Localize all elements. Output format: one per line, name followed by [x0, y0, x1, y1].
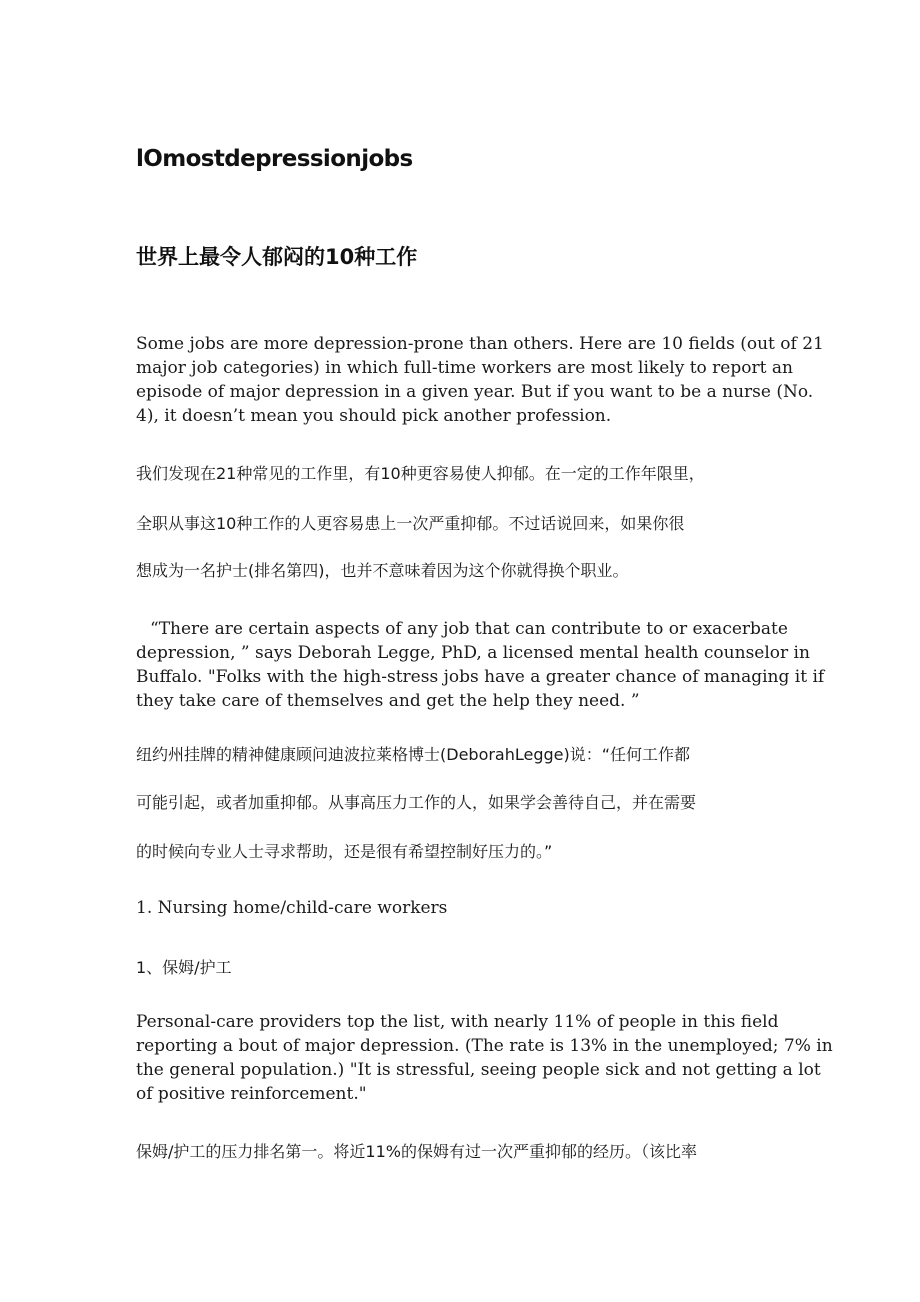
quote-chinese-line: 纽约州挂牌的精神健康顾问迪波拉莱格博士(DeborahLegge)说：“任何工作都	[136, 745, 691, 764]
text-line: “There are certain aspects of any job that can contribute to or exacerbate	[150, 619, 788, 639]
intro-english-paragraph	[136, 332, 824, 428]
text-line: of positive reinforcement."	[136, 1084, 367, 1104]
text-line: episode of major depression in a given year. But if you want to be a nurse (No.	[136, 382, 814, 402]
intro-chinese-line: 想成为一名护士(排名第四)，也并不意味着因为这个你就得换个职业。	[136, 561, 629, 580]
page-subtitle: 世界上最令人郁闷的10种工作	[136, 245, 418, 269]
text-line: Some jobs are more depression-prone than others. Here are 10 fields (out of 21	[136, 334, 824, 354]
item1-english-paragraph	[136, 1010, 833, 1106]
quote-chinese-line: 的时候向专业人士寻求帮助，还是很有希望控制好压力的。”	[136, 842, 553, 861]
quote-english-paragraph	[136, 617, 825, 713]
text-line: they take care of themselves and get the help they need. ”	[136, 691, 640, 711]
item1-heading-english: 1. Nursing home/child-care workers	[136, 898, 448, 918]
intro-chinese-line: 我们发现在21种常见的工作里，有10种更容易使人抑郁。在一定的工作年限里，	[136, 464, 705, 483]
text-line: reporting a bout of major depression. (The rate is 13% in the unemployed; 7% in	[136, 1036, 833, 1056]
page-title: lOmostdepressionjobs	[136, 146, 413, 172]
intro-chinese-line: 全职从事这10种工作的人更容易患上一次严重抑郁。不过话说回来，如果你很	[136, 514, 685, 533]
text-line: depression, ” says Deborah Legge, PhD, a licensed mental health counselor in	[136, 643, 810, 663]
text-line: Personal-care providers top the list, with nearly 11% of people in this field	[136, 1012, 779, 1032]
text-line: 4), it doesn’t mean you should pick another profession.	[136, 406, 612, 426]
item1-chinese-line: 保姆/护工的压力排名第一。将近11%的保姆有过一次严重抑郁的经历。（该比率	[136, 1142, 697, 1161]
text-line: Buffalo. "Folks with the high-stress jobs have a greater chance of managing it if	[136, 667, 825, 687]
text-line: major job categories) in which full-time workers are most likely to report an	[136, 358, 793, 378]
quote-chinese-line: 可能引起，或者加重抑郁。从事高压力工作的人，如果学会善待自己，并在需要	[136, 793, 697, 812]
item1-heading-chinese: 1、保姆/护工	[136, 958, 232, 977]
text-line: the general population.) "It is stressful, seeing people sick and not getting a lot	[136, 1060, 821, 1080]
